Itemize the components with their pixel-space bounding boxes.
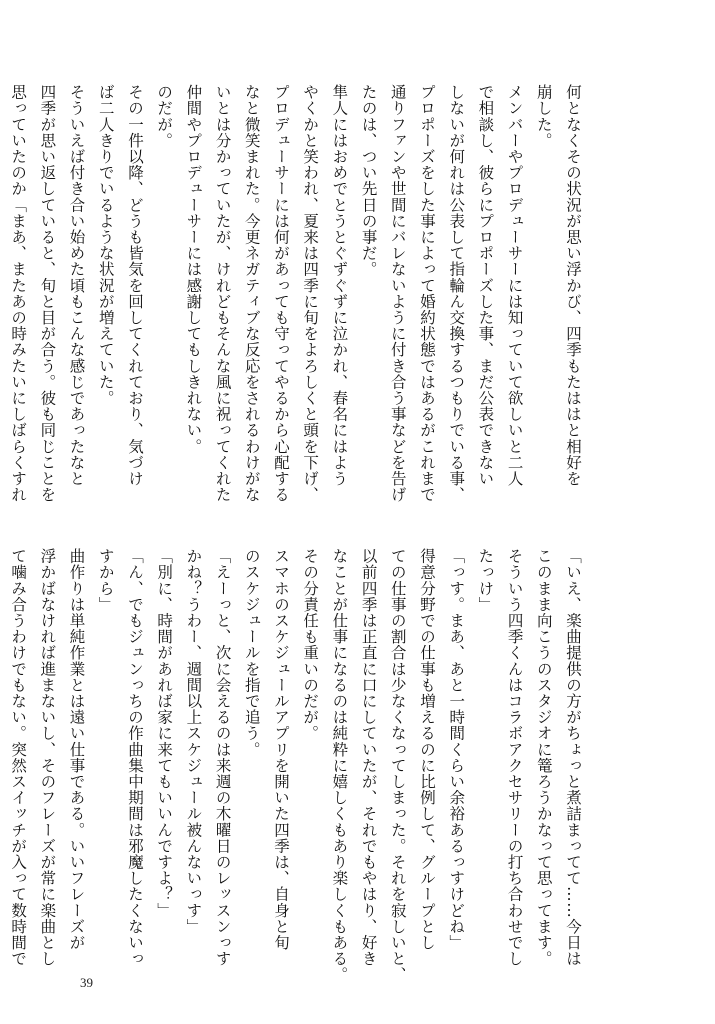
text-line: 四季が思い返していると、旬と目が合う。彼も同じことを (38, 84, 57, 503)
text-line: 仲間やプロデューサーには感謝してもしきれない。 (184, 84, 203, 455)
upper-text-block (9, 84, 587, 503)
text-line: 以前四季は正直に口にしていたが、それでもやはり、好き (359, 548, 378, 967)
text-line: て噛み合うわけでもない。突然スイッチが入って数時間で (9, 548, 28, 967)
text-line: 隼人にはおめでとうとぐずぐずに泣かれ、春名にはよう (330, 84, 349, 487)
text-line: プロデューサーには何があっても守ってやるから心配する (271, 84, 290, 503)
text-line: メンバーやプロデューサーには知っていて欲しいと二人 (505, 84, 524, 487)
text-line: 得意分野での仕事も増えるのに比例して、グループとし (417, 548, 436, 951)
text-line: 通りファンや世間にバレないように付き合う事などを告げ (388, 84, 407, 503)
text-line: そういう四季くんはコラボアクセサリーの打ち合わせでし (505, 548, 524, 967)
text-line: 何となくその状況が思い浮かび、四季もたははと相好を (564, 84, 582, 487)
text-line: たのは、つい先日の事だ。 (359, 84, 378, 278)
text-line: 「別に、時間があれば家に来てもいいんですよ？」 (155, 548, 174, 919)
text-line: なと微笑まれた。今更ネガティブな反応をされるわけがな (242, 84, 261, 503)
text-line: いとは分かっていたが、けれどもそんな風に祝ってくれた (213, 84, 232, 503)
text-line: 思っていたのか「まあ、またあの時みたいにしばらくすれ (9, 84, 28, 503)
text-line: 「えーっと、次に会えるのは来週の木曜日のレッスンっす (213, 548, 232, 967)
text-line: のだが。 (155, 84, 174, 149)
text-line: かね？うわー、週間以上スケジュール被んないっす」 (184, 548, 203, 935)
text-line: その分責任も重いのだが。 (301, 548, 320, 742)
text-line: そういえば付き合い始めた頃もこんな感じであったなと (67, 84, 86, 487)
text-line: 「っす。まあ、あと一時間くらい余裕あるっすけどね」 (447, 548, 466, 951)
text-line: やくかと笑われ、夏来は四季に旬をよろしくと頭を下げ、 (301, 84, 320, 503)
text-line: 「ん、でもジュンっちの作曲集中期間は邪魔したくないっ (125, 548, 144, 967)
text-line: ての仕事の割合は少なくなってしまった。それを寂しいと、 (388, 548, 407, 983)
text-line: すから」 (96, 548, 115, 613)
text-line: のスケジュールを指で追う。 (242, 548, 261, 758)
text-line: このまま向こうのスタジオに篭ろうかなって思ってます。 (534, 548, 553, 967)
text-line: しないが何れは公表して指輪ん交換するつもりでいる事、 (447, 84, 466, 503)
text-line: で相談し、彼らにプロポーズした事、まだ公表できない (476, 84, 495, 487)
text-line: なことが仕事になるのは純粋に嬉しくもあり楽しくもある。 (330, 548, 349, 983)
text-line: 浮かばなければ進まないし、そのフレーズが常に楽曲とし (38, 548, 57, 967)
text-line: ば二人きりでいるような状況が増えていた。 (96, 84, 115, 406)
text-line (0, 548, 3, 956)
text-line: 崩した。 (534, 84, 553, 149)
text-line: たっけ」 (476, 548, 495, 613)
text-line: スマホのスケジュールアプリを開いた四季は、自身と旬 (271, 548, 290, 951)
text-line: プロポーズをした事によって婚約状態ではあるがこれまで (417, 84, 436, 503)
text-line: 曲作りは単純作業とは遠い仕事である。いいフレーズが (67, 548, 86, 951)
text-line: 「いえ、楽曲提供の方がちょっと煮詰まってて……今日は (564, 548, 582, 967)
page-number: 39 (80, 975, 93, 990)
text-line: その一件以降、どうも皆気を回してくれており、気づけ (125, 84, 144, 487)
